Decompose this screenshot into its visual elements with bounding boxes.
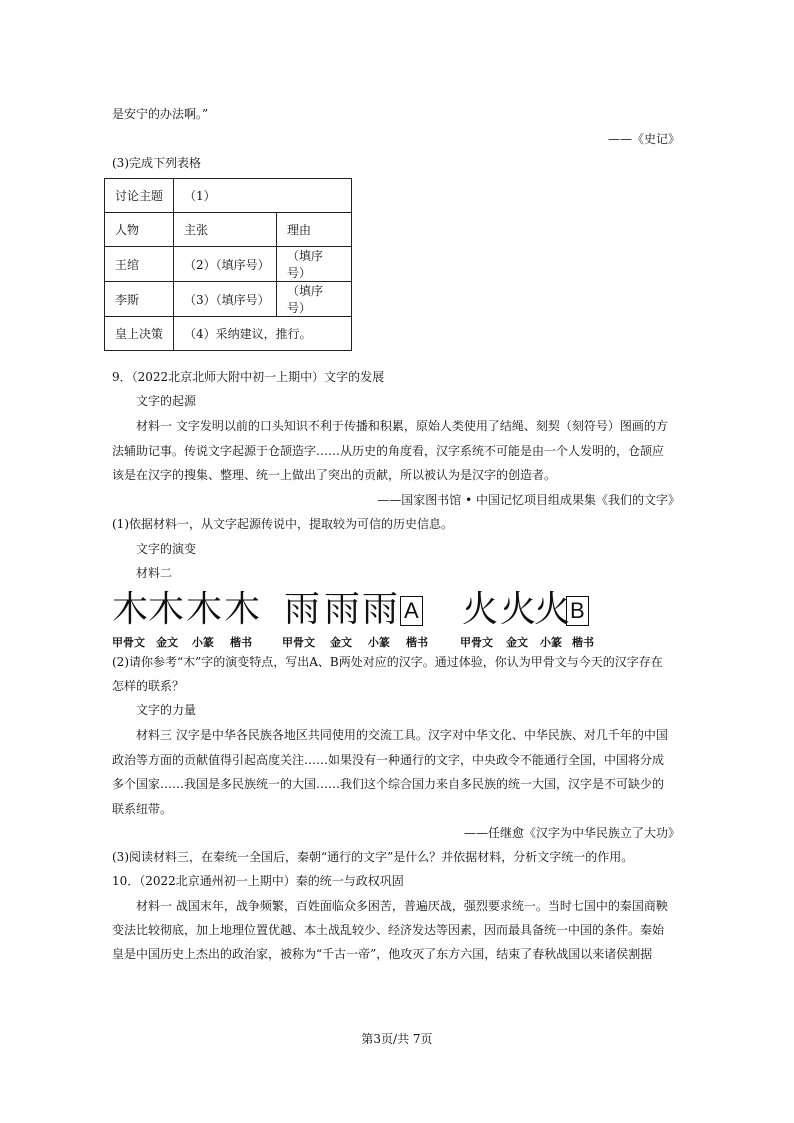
material-3-line: 材料三 汉字是中华各民族各地区共同使用的交流工具。汉字对中华文化、中华民族、对几千年的中国 <box>136 728 668 742</box>
q10-material-1-line: 材料一 战国末年，战争频繁，百姓面临众多困苦，普遍厌战，强烈要求统一。当时七国中的秦国商鞅 <box>136 899 668 913</box>
table-row <box>105 317 352 351</box>
section-heading: 文字的起源 <box>136 394 197 408</box>
subquestion-3: (3)完成下列表格 <box>112 156 201 170</box>
table-row <box>105 179 352 213</box>
table-row <box>105 247 352 282</box>
material-1-line: 法辅助记事。传说文字起源于仓颉造字……从历史的角度看，汉字系统不可能是由一个人发明的，仓颉应 <box>112 444 665 458</box>
material-3-line: 政治等方面的贡献值得引起高度关注……如果没有一种通行的文字，中央政令不能通行全国，中国将分成 <box>112 753 665 767</box>
box-a: A <box>400 596 423 626</box>
label-regular: 楷书 <box>230 636 252 649</box>
glyph-mu-regular: 木 <box>224 589 261 630</box>
material-1-source: ——国家图书馆 • 中国记忆项目组成果集《我们的文字》 <box>377 493 680 507</box>
label-seal: 小篆 <box>192 636 214 649</box>
material-3-line: 多个国家……我国是多民族统一的大国……我们这个综合国力来自多民族的统一大国，汉字是不可缺少的 <box>112 777 665 791</box>
label-seal: 小篆 <box>540 636 562 649</box>
table-cell: 讨论主题 <box>105 179 174 213</box>
discussion-table <box>104 178 352 351</box>
q10-material-1-line: 变法比较彻底，加上地理位置优越、本土战乱较少、经济发达等因素，因而最具备统一中国的条件。秦始 <box>112 923 665 937</box>
table-cell: 人物 <box>105 213 174 247</box>
quote-source: ——《史记》 <box>607 132 680 146</box>
table-cell: （填序号） <box>277 247 352 282</box>
page-footer: 第3页/共 7页 <box>361 1032 433 1046</box>
glyph-yu-oracle: 雨 <box>284 589 321 630</box>
glyph-mu-oracle: 木 <box>112 589 149 630</box>
glyph-mu-seal: 木 <box>186 589 223 630</box>
question-10-title: 10．（2022北京通州初一上期中）秦的统一与政权巩固 <box>112 874 404 888</box>
script-evolution-figure <box>112 590 612 652</box>
label-oracle: 甲骨文 <box>282 636 315 649</box>
material-1-line: 该是在汉字的搜集、整理、统一上做出了突出的贡献，所以被认为是汉字的创造者。 <box>112 468 557 482</box>
q10-material-1-line: 皇是中国历史上杰出的政治家，被称为“千古一帝”，他攻灭了东方六国，结束了春秋战国以来诸侯割据 <box>112 947 653 961</box>
question-9-2: (2)请你参考“木”字的演变特点，写出A、B两处对应的汉字。通过体验，你认为甲骨文与今天的汉字存在 <box>112 655 663 669</box>
label-bronze: 金文 <box>330 636 352 649</box>
glyph-huo-seal: 火 <box>534 589 571 630</box>
box-b: B <box>566 596 589 626</box>
table-cell: （2）（填序号） <box>174 247 277 282</box>
material-3-source: ——任继愈《汉字为中华民族立了大功》 <box>463 826 680 840</box>
table-cell: （1） <box>174 179 352 213</box>
table-cell: 王绾 <box>105 247 174 282</box>
glyph-yu-bronze: 雨 <box>324 589 361 630</box>
glyph-huo-bronze: 火 <box>500 589 537 630</box>
glyph-yu-seal: 雨 <box>362 589 399 630</box>
label-bronze: 金文 <box>156 636 178 649</box>
table-row <box>105 282 352 317</box>
label-bronze: 金文 <box>506 636 528 649</box>
label-regular: 楷书 <box>406 636 428 649</box>
material-1-line: 材料一 文字发明以前的口头知识不利于传播和积累，原始人类使用了结绳、刻契（刻符号）图画的方 <box>136 419 668 433</box>
table-row <box>105 213 352 247</box>
material-2-label: 材料二 <box>136 566 173 580</box>
label-regular: 楷书 <box>572 636 594 649</box>
table-cell: 理由 <box>277 213 352 247</box>
table-cell: （3）（填序号） <box>174 282 277 317</box>
question-9-1: (1)依据材料一，从文字起源传说中，提取较为可信的历史信息。 <box>112 517 454 531</box>
label-seal: 小篆 <box>368 636 390 649</box>
material-3-line: 联系纽带。 <box>112 802 173 816</box>
glyph-mu-bronze: 木 <box>148 589 185 630</box>
table-cell: （填序号） <box>277 282 352 317</box>
table-cell: 主张 <box>174 213 277 247</box>
table-cell: 皇上决策 <box>105 317 174 351</box>
table-cell: （4）采纳建议，推行。 <box>174 317 352 351</box>
label-oracle: 甲骨文 <box>460 636 493 649</box>
section-heading: 文字的力量 <box>136 703 197 717</box>
label-oracle: 甲骨文 <box>112 636 145 649</box>
question-9-title: 9．（2022北京北师大附中初一上期中）文字的发展 <box>112 370 385 384</box>
table-cell: 李斯 <box>105 282 174 317</box>
quote-tail: 是安宁的办法啊。” <box>112 107 209 121</box>
question-9-2-cont: 怎样的联系？ <box>112 679 185 693</box>
question-9-3: (3)阅读材料三，在秦统一全国后，秦朝“通行的文字”是什么？并依据材料，分析文字统一的作用。 <box>112 850 634 864</box>
glyph-huo-oracle: 火 <box>462 589 499 630</box>
section-heading: 文字的演变 <box>136 542 197 556</box>
